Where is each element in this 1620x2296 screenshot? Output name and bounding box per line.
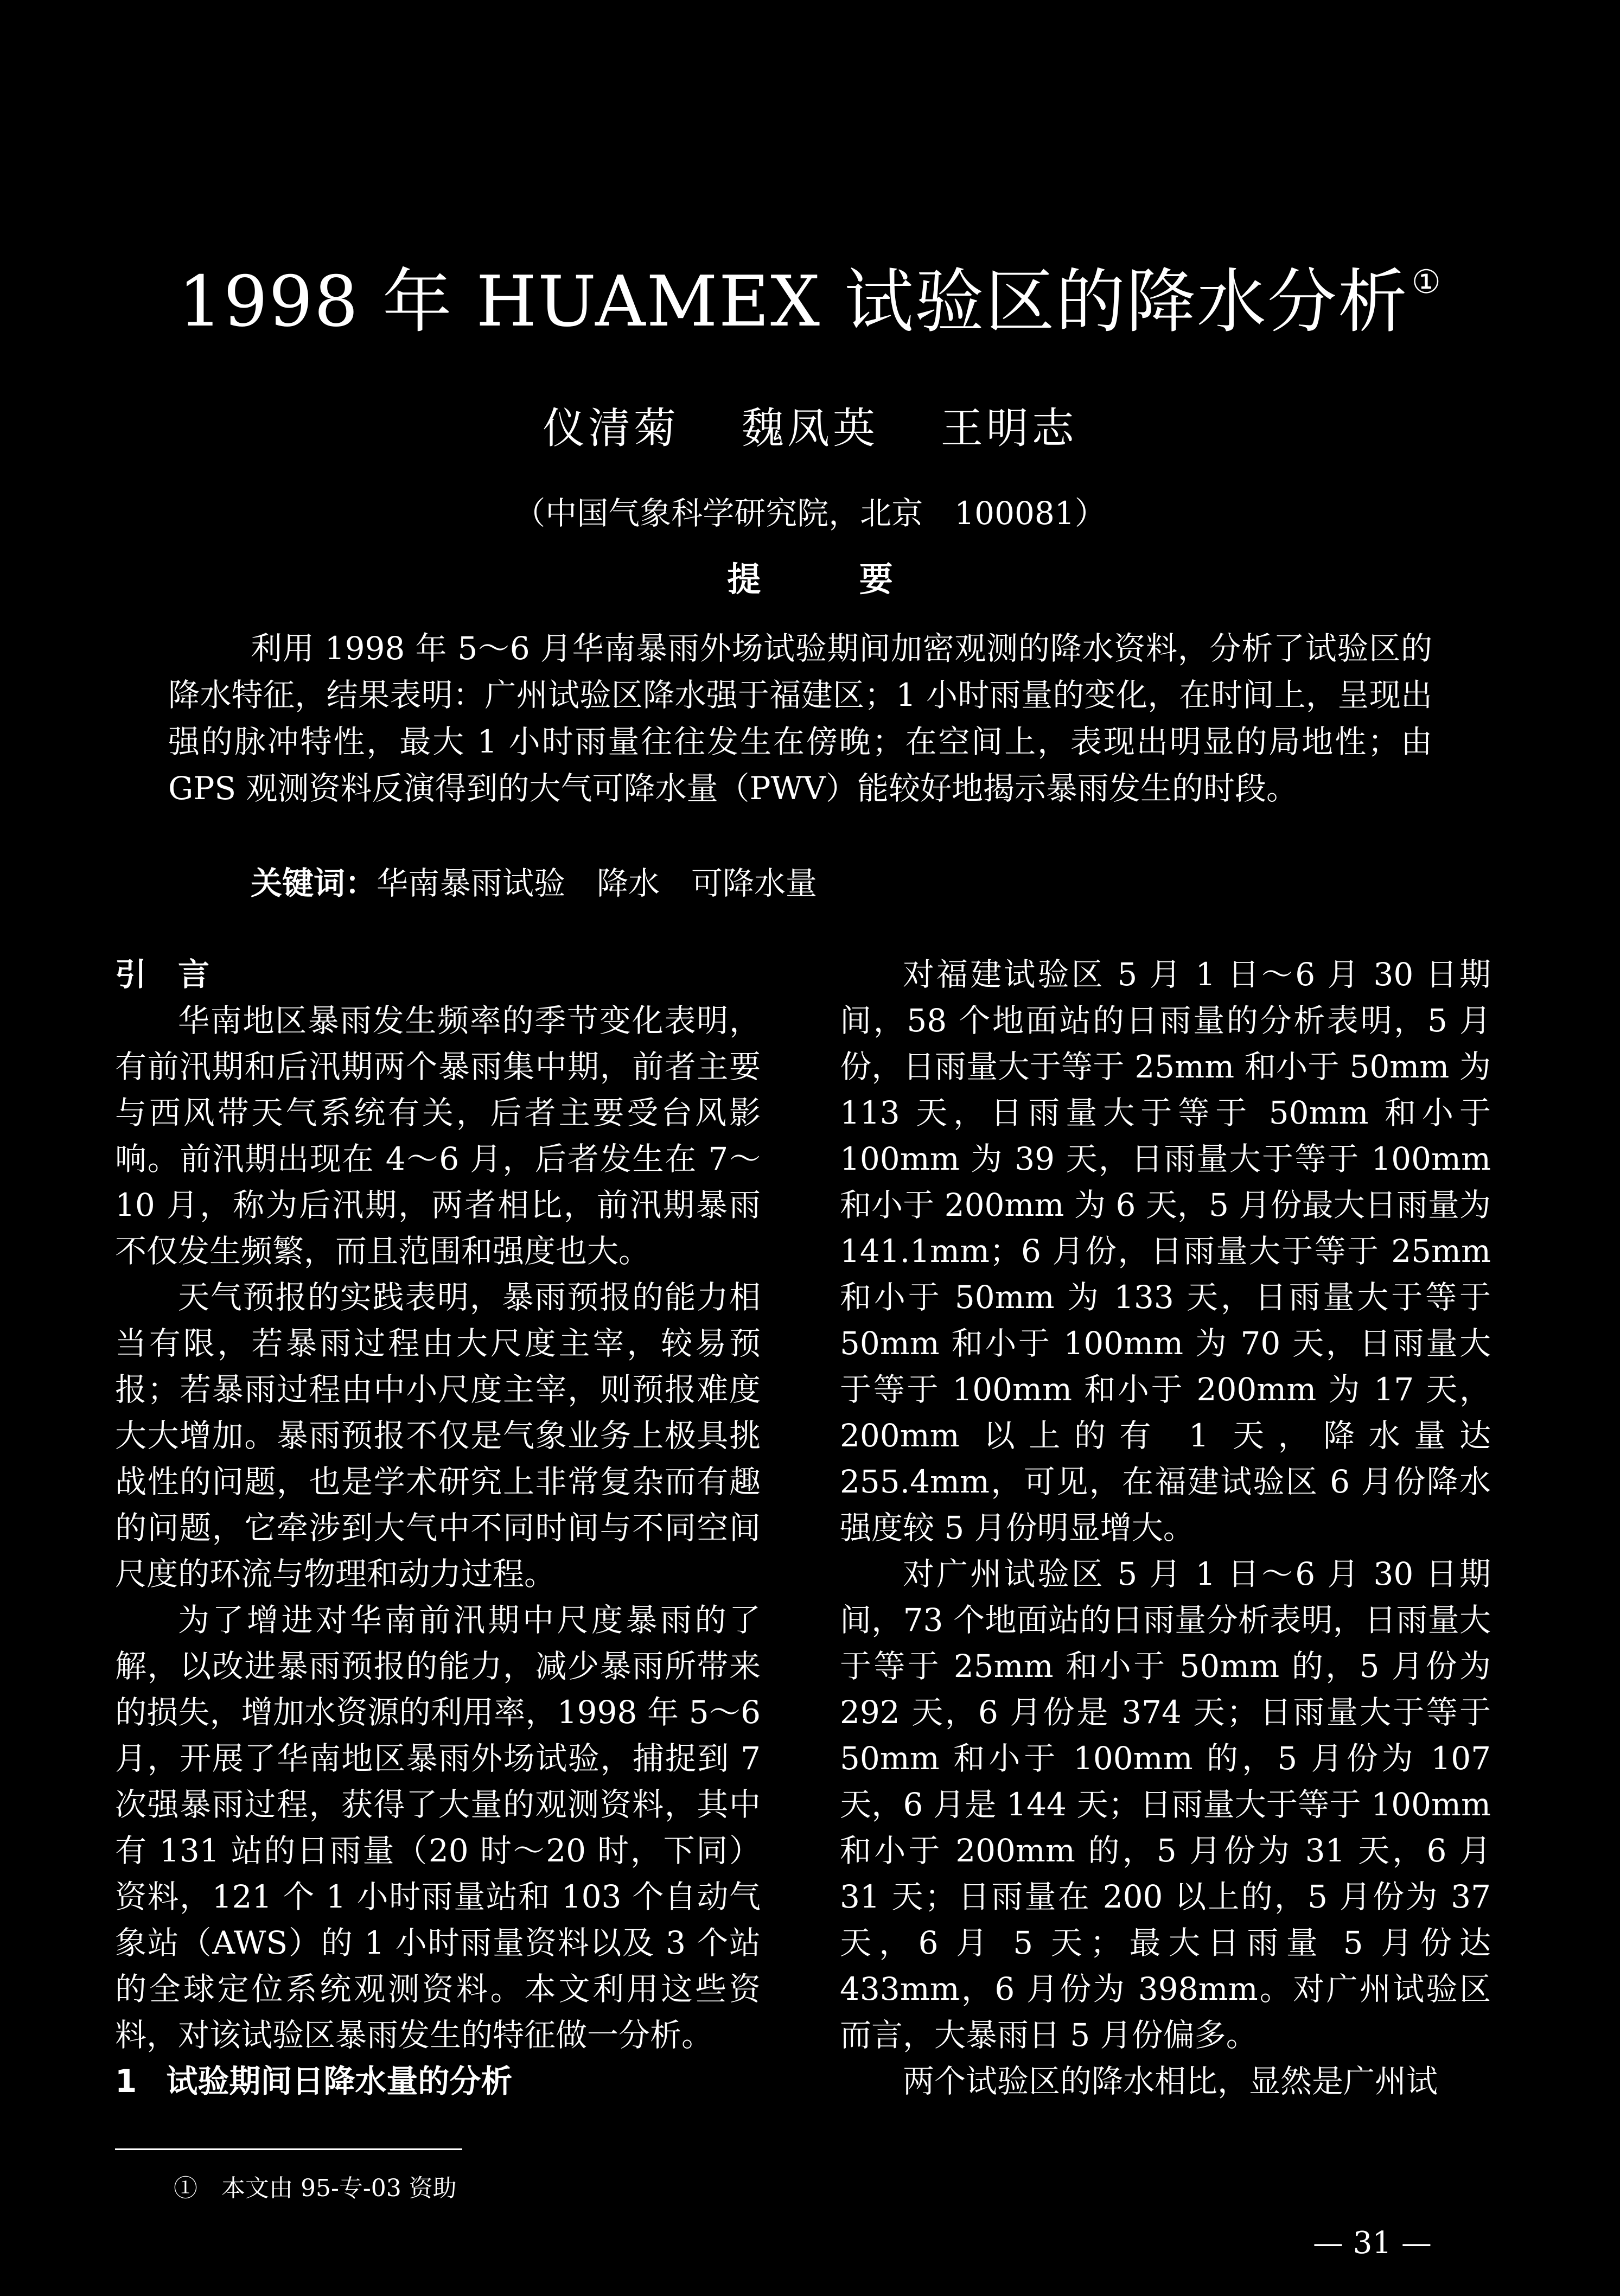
title-text: 1998 年 HUAMEX 试验区的降水分析 bbox=[178, 262, 1408, 342]
footnote: ① 本文由 95-专-03 资助 bbox=[174, 2174, 457, 2202]
keywords-label: 关键词： bbox=[251, 865, 377, 902]
section-number: 1 bbox=[115, 2063, 137, 2100]
abstract-heading: 提 要 bbox=[727, 559, 936, 599]
abstract bbox=[168, 625, 1432, 812]
body-paragraph: 为了增进对华南前汛期中尺度暴雨的了解，以改进暴雨预报的能力，减少暴雨所带来的损失，增加水资源的利用率，1998 年 5～6 月，开展了华南地区暴雨外场试验，捕捉到 7 次强暴雨过程，获得了大量的观测资料，其中有 131 站的日雨量（20 时～20 时，下同）资料，121 个 1 小时雨量站和 103 个自动气象站（AWS）的 1 小时雨量资料以及 3 个站的全球定位系统观测资料。本文利用这些资料，对该试验区暴雨发生的特征做一分析。 bbox=[115, 1602, 761, 2053]
abstract-text: 利用 1998 年 5～6 月华南暴雨外场试验期间加密观测的降水资料，分析了试验区的降水特征，结果表明：广州试验区降水强于福建区；1 小时雨量的变化，在时间上，呈现出强的脉冲特性，最大 1 小时雨量往往发生在傍晚；在空间上，表现出明显的局地性；由 GPS 观测资料反演得到的大气可降水量（PWV）能较好地揭示暴雨发生的时段。 bbox=[168, 630, 1432, 807]
author-name: 仪清菊 bbox=[543, 404, 680, 453]
author-name: 王明志 bbox=[940, 404, 1077, 453]
section-heading bbox=[115, 2058, 761, 2104]
affiliation: （中国气象科学研究院，北京 100081） bbox=[514, 495, 1106, 532]
body-paragraph: 两个试验区的降水相比，显然是广州试 bbox=[903, 2063, 1438, 2100]
keywords bbox=[251, 862, 817, 905]
page-number: — 31 — bbox=[1313, 2225, 1432, 2261]
author-list bbox=[0, 401, 1620, 456]
body-paragraph: 华南地区暴雨发生频率的季节变化表明，有前汛期和后汛期两个暴雨集中期，前者主要与西风带天气系统有关，后者主要受台风影响。前汛期出现在 4～6 月，后者发生在 7～10 月，称为后汛期，两者相比，前汛期暴雨不仅发生频繁，而且范围和强度也大。 bbox=[115, 1002, 761, 1270]
left-column bbox=[115, 952, 761, 2104]
section-title: 试验期间日降水量的分析 bbox=[166, 2063, 513, 2100]
paper-title bbox=[0, 239, 1620, 346]
author-name: 魏凤英 bbox=[741, 404, 878, 453]
keywords-list: 华南暴雨试验 降水 可降水量 bbox=[377, 865, 818, 902]
intro-heading: 引 言 bbox=[115, 956, 210, 993]
title-footnote-mark: ① bbox=[1411, 263, 1442, 301]
body-paragraph: 天气预报的实践表明，暴雨预报的能力相当有限，若暴雨过程由大尺度主宰，较易预报；若暴雨过程由中小尺度主宰，则预报难度大大增加。暴雨预报不仅是气象业务上极具挑战性的问题，也是学术研究上非常复杂而有趣的问题，它牵涉到大气中不同时间与不同空间尺度的环流与物理和动力过程。 bbox=[115, 1279, 761, 1592]
body-paragraph: 对福建试验区 5 月 1 日～6 月 30 日期间，58 个地面站的日雨量的分析表明，5 月份，日雨量大于等于 25mm 和小于 50mm 为 113 天，日雨量大于等于 50mm 和小于 100mm 为 39 天，日雨量大于等于 100mm 和小于 200mm 为 6 天，5 月份最大日雨量为 141.1mm；6 月份，日雨量大于等于 25mm 和小于 50mm 为 133 天，日雨量大于等于 50mm 和小于 100mm 为 70 天，日雨量大于等于 100mm 和小于 200mm 为 17 天，200mm 以上的有 1 天，降水量达 255.4mm，可见，在福建试验区 6 月份降水强度较 5 月份明显增大。 bbox=[840, 956, 1491, 1546]
right-column bbox=[840, 952, 1491, 2104]
body-paragraph: 对广州试验区 5 月 1 日～6 月 30 日期间，73 个地面站的日雨量分析表明，日雨量大于等于 25mm 和小于 50mm 的，5 月份为 292 天，6 月份是 374 天；日雨量大于等于 50mm 和小于 100mm 的，5 月份为 107 天，6 月是 144 天；日雨量大于等于 100mm 和小于 200mm 的，5 月份为 31 天，6 月 31 天；日雨量在 200 以上的，5 月份为 37 天，6 月 5 天；最大日雨量 5 月份达 433mm，6 月份为 398mm。对广州试验区而言，大暴雨日 5 月份偏多。 bbox=[840, 1555, 1491, 2053]
footnote-divider bbox=[115, 2148, 462, 2150]
